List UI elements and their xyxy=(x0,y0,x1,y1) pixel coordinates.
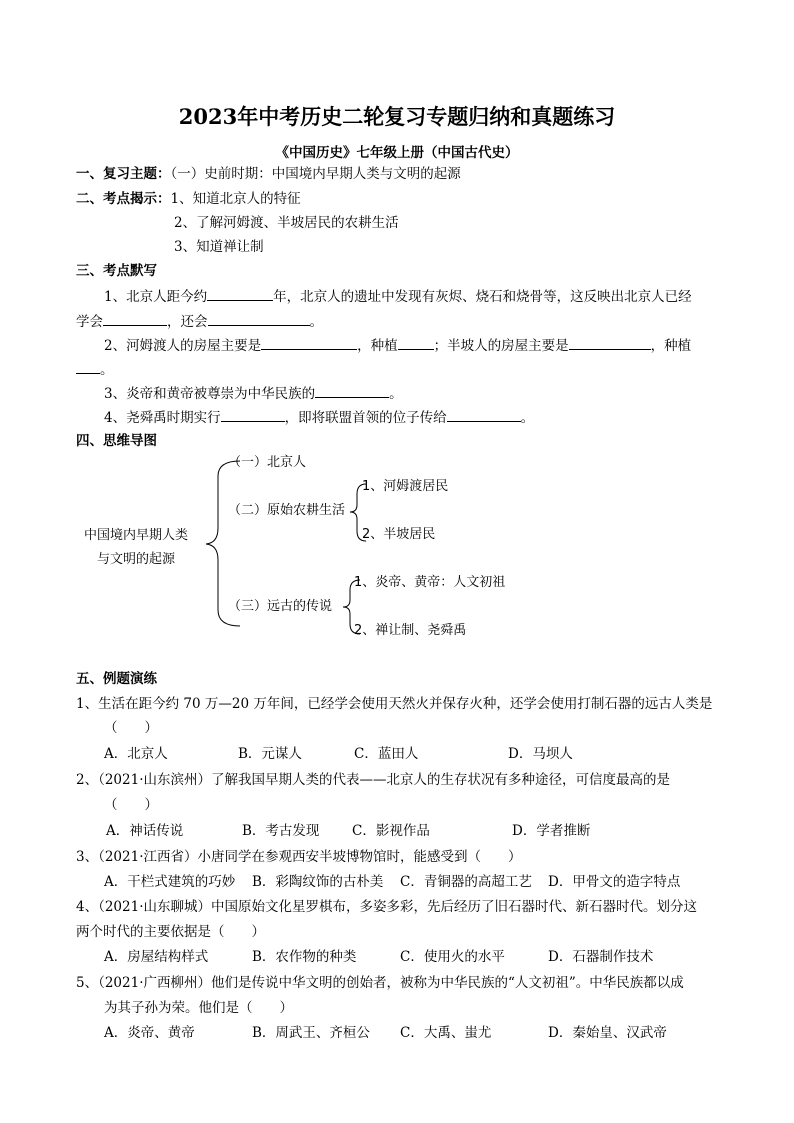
q4-option-a[interactable]: A．房屋结构样式 xyxy=(104,949,209,965)
q3-option-c[interactable]: C．青铜器的高超工艺 xyxy=(400,874,532,890)
q5-option-c[interactable]: C．大禹、蚩尤 xyxy=(400,1025,492,1041)
q1-text-d: ，还会 xyxy=(167,314,208,330)
mindmap-branch-3: （三）远古的传说 xyxy=(228,599,333,614)
question-5-stem: 5、（2021·广西柳州）他们是传说中华文明的创始者，被称为中华民族的“人文初祖”。中华民族都以成 xyxy=(76,975,684,991)
q4-option-c[interactable]: C．使用火的水平 xyxy=(400,949,505,965)
q1-option-c[interactable]: C．蓝田人 xyxy=(354,746,419,762)
q2-option-d[interactable]: D．学者推断 xyxy=(512,823,591,839)
q1-option-d[interactable]: D．马坝人 xyxy=(508,746,573,762)
section-heading-mindmap: 四、思维导图 xyxy=(76,433,157,449)
mindmap-root-line2: 与文明的起源 xyxy=(97,552,176,567)
mindmap-branch-3-sub-2: 2、禅让制、尧舜禹 xyxy=(354,623,467,638)
page-subtitle: 《中国历史》七年级上册（中国古代史） xyxy=(275,145,519,161)
q2-option-b[interactable]: B．考古发现 xyxy=(242,823,320,839)
q3-option-a[interactable]: A．干栏式建筑的巧妙 xyxy=(104,874,236,890)
q3-text-b: 。 xyxy=(389,386,403,402)
question-1-paren: （ ） xyxy=(104,720,158,736)
question-5-stem-2: 为其子孙为荣。他们是（ ） xyxy=(104,1000,293,1016)
key-point-1: 1、知道北京人的特征 xyxy=(170,191,301,207)
section-heading-examples: 五、例题演练 xyxy=(76,671,157,687)
q1-option-b[interactable]: B．元谋人 xyxy=(238,746,302,762)
mindmap-branch-2: （二）原始农耕生活 xyxy=(228,503,346,518)
q1-text-b: 年，北京人的遗址中发现有灰烬、烧石和烧骨等，这反映出北京人已经 xyxy=(273,289,692,305)
mindmap-branch-2-sub-1: 1、河姆渡居民 xyxy=(362,479,449,494)
mindmap-branch-2-sub-2: 2、半坡居民 xyxy=(362,527,436,542)
q1-text-e: 。 xyxy=(309,314,323,330)
q1-text-a: 1、北京人距今约 xyxy=(104,289,208,305)
page-title: 2023年中考历史二轮复习专题归纳和真题练习 xyxy=(178,104,616,129)
q3-option-b[interactable]: B．彩陶纹饰的古朴美 xyxy=(252,874,384,890)
q2-option-a[interactable]: A．神话传说 xyxy=(106,823,184,839)
question-1-stem: 1、生活在距今约 70 万—20 万年间，已经学会使用天然火并保存火种，还学会使用打制石器的远古人类是 xyxy=(76,696,713,712)
q1-text-c: 学会 xyxy=(76,314,103,330)
q2-text-c: ；半坡人的房屋主要是 xyxy=(433,338,569,354)
question-2-stem: 2、（2021·山东滨州）了解我国早期人类的代表——北京人的生存状况有多种途径，可信度最高的是 xyxy=(76,772,670,788)
q1-option-a[interactable]: A．北京人 xyxy=(104,746,168,762)
q4-option-d[interactable]: D．石器制作技术 xyxy=(548,949,654,965)
section-text: （一）史前时期：中国境内早期人类与文明的起源 xyxy=(170,166,461,182)
q3-option-d[interactable]: D．甲骨文的造字特点 xyxy=(548,874,681,890)
question-3-stem: 3、（2021·江西省）小唐同学在参观西安半坡博物馆时，能感受到（ ） xyxy=(76,849,522,865)
question-2-paren: （ ） xyxy=(104,797,158,813)
question-4-stem: 4、（2021·山东聊城）中国原始文化星罗棋布，多姿多彩，先后经历了旧石器时代、新石器时代。划分这 xyxy=(76,899,697,915)
q2-text-a: 2、河姆渡人的房屋主要是 xyxy=(104,338,262,354)
q3-text-a: 3、炎帝和黄帝被尊崇为中华民族的 xyxy=(104,386,316,402)
q2-text-b: ，种植 xyxy=(357,338,398,354)
q2-text-d: ，种植 xyxy=(650,338,692,354)
key-point-3: 3、知道禅让制 xyxy=(174,239,264,255)
section-heading-dictation: 三、考点默写 xyxy=(76,263,157,279)
q2-text-e: 。 xyxy=(100,362,114,378)
q4-text-b: ，即将联盟首领的位子传给 xyxy=(284,410,447,426)
q4-text-a: 4、尧舜禹时期实行 xyxy=(104,410,221,426)
q4-option-b[interactable]: B．农作物的种类 xyxy=(252,949,357,965)
section-heading: 二、考点揭示： xyxy=(76,191,171,207)
mindmap-branch-3-sub-1: 1、炎帝、黄帝：人文初祖 xyxy=(354,575,506,590)
q5-option-b[interactable]: B．周武王、齐桓公 xyxy=(252,1025,370,1041)
question-4-stem-2: 两个时代的主要依据是（ ） xyxy=(76,924,265,940)
mindmap-branch-1: （一）北京人 xyxy=(228,455,307,470)
q4-text-c: 。 xyxy=(520,410,535,426)
section-heading: 一、复习主题： xyxy=(76,166,171,182)
key-point-2: 2、了解河姆渡、半坡居民的农耕生活 xyxy=(174,215,399,231)
q2-option-c[interactable]: C．影视作品 xyxy=(352,823,430,839)
mindmap-root-line1: 中国境内早期人类 xyxy=(84,528,189,543)
q5-option-a[interactable]: A．炎帝、黄帝 xyxy=(104,1025,195,1041)
q5-option-d[interactable]: D．秦始皇、汉武帝 xyxy=(548,1025,667,1041)
